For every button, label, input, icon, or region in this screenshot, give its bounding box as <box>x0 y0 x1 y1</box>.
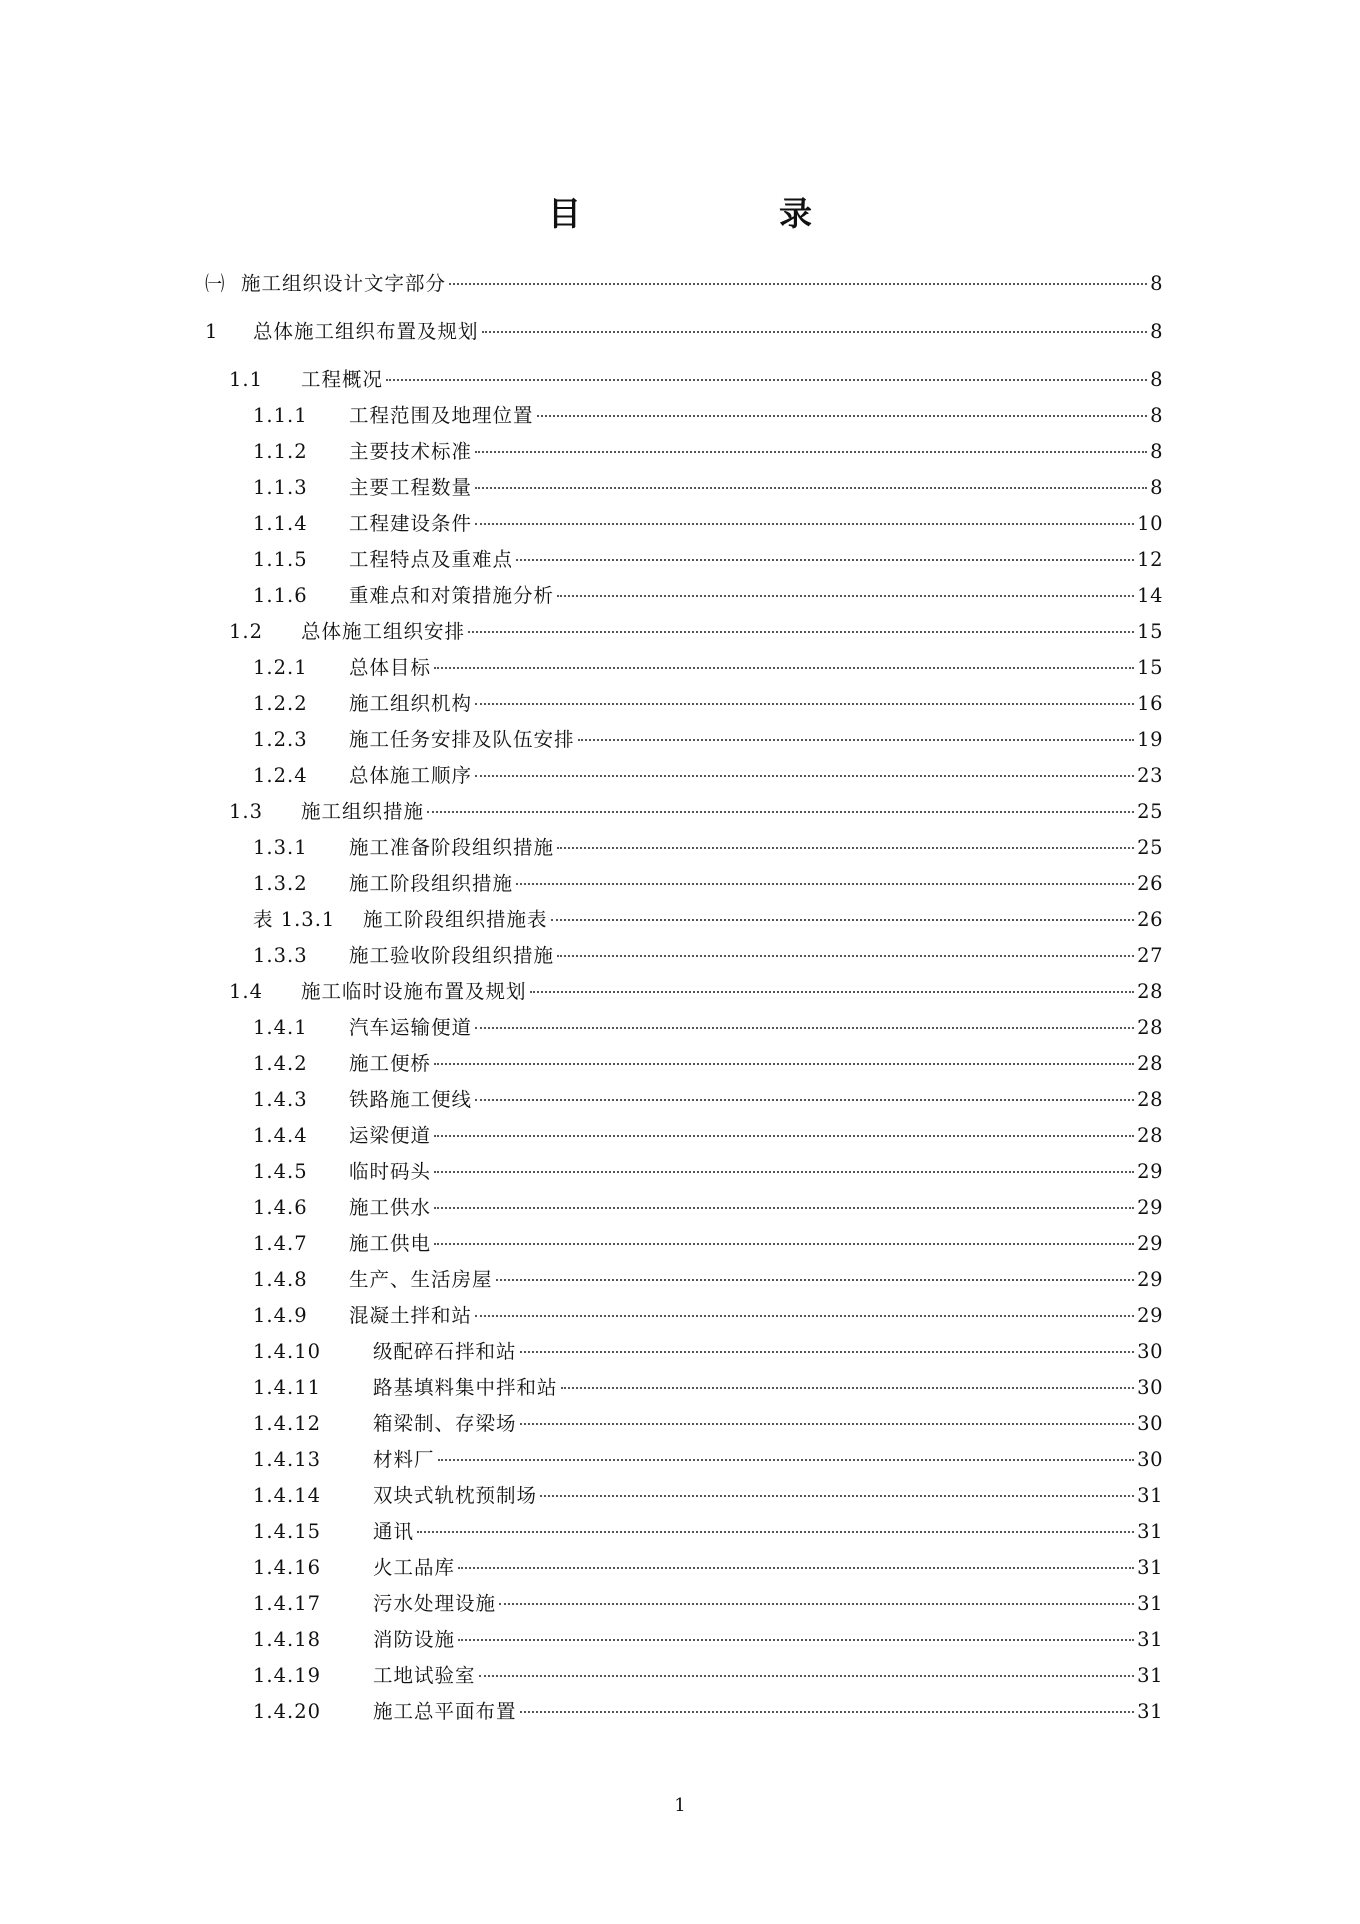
toc-entry[interactable] <box>205 1478 1163 1514</box>
toc-entry[interactable] <box>205 506 1163 542</box>
toc-entry-title: 运梁便道 <box>349 1124 432 1147</box>
toc-dot-leader <box>530 991 1135 993</box>
toc-entry-page: 31 <box>1137 1664 1163 1687</box>
toc-entry-number: 1.3 <box>229 800 264 823</box>
toc-entry-page: 15 <box>1137 620 1163 643</box>
toc-dot-leader <box>479 1675 1135 1677</box>
toc-dot-leader <box>520 1711 1135 1713</box>
toc-entry-number: 1 <box>205 320 219 343</box>
toc-entry-title: 工地试验室 <box>373 1664 476 1687</box>
toc-entry-page: 30 <box>1137 1448 1163 1471</box>
toc-entry-title: 汽车运输便道 <box>349 1016 473 1039</box>
toc-entry-page: 14 <box>1137 584 1163 607</box>
toc-entry-title: 主要技术标准 <box>349 440 473 463</box>
toc-dot-leader <box>434 1135 1134 1137</box>
toc-entry[interactable] <box>205 1442 1163 1478</box>
toc-dot-leader <box>434 1171 1134 1173</box>
toc-entry-page: 29 <box>1137 1268 1163 1291</box>
toc-entry-title: 消防设施 <box>373 1628 456 1651</box>
toc-entry-title: 混凝土拌和站 <box>349 1304 473 1327</box>
toc-entry-title: 施工验收阶段组织措施 <box>349 944 555 967</box>
toc-entry-page: 28 <box>1137 1016 1163 1039</box>
toc-entry-title: 路基填料集中拌和站 <box>373 1376 558 1399</box>
toc-entry-number: 1.4 <box>229 980 264 1003</box>
toc-entry-number: 1.3.2 <box>253 872 308 895</box>
toc-entry[interactable] <box>205 1406 1163 1442</box>
toc-dot-leader <box>475 451 1147 453</box>
toc-entry-page: 29 <box>1137 1304 1163 1327</box>
toc-entry[interactable] <box>205 398 1163 434</box>
toc-entry[interactable] <box>205 1370 1163 1406</box>
toc-dot-leader <box>458 1567 1134 1569</box>
toc-entry-title: 双块式轨枕预制场 <box>373 1484 538 1507</box>
toc-dot-leader <box>475 523 1134 525</box>
toc-dot-leader <box>449 283 1147 285</box>
toc-entry-title: 施工阶段组织措施 <box>349 872 514 895</box>
toc-entry-page: 25 <box>1137 836 1163 859</box>
toc-entry-number: ㈠ <box>205 272 226 295</box>
toc-entry-page: 31 <box>1137 1484 1163 1507</box>
toc-dot-leader <box>427 811 1134 813</box>
toc-entry-number: 1.4.2 <box>253 1052 308 1075</box>
toc-entry[interactable] <box>205 1514 1163 1550</box>
toc-entry-number: 1.4.6 <box>253 1196 308 1219</box>
toc-entry[interactable] <box>205 650 1163 686</box>
toc-dot-leader <box>499 1603 1134 1605</box>
toc-entry[interactable] <box>205 266 1163 302</box>
toc-entry[interactable] <box>205 1298 1163 1334</box>
toc-entry-page: 19 <box>1137 728 1163 751</box>
toc-entry[interactable] <box>205 1262 1163 1298</box>
toc-entry-page: 26 <box>1137 872 1163 895</box>
toc-entry-page: 15 <box>1137 656 1163 679</box>
toc-entry-page: 31 <box>1137 1520 1163 1543</box>
toc-entry-number: 1.2.3 <box>253 728 308 751</box>
toc-entry-page: 26 <box>1137 908 1163 931</box>
toc-dot-leader <box>475 1099 1134 1101</box>
toc-entry-page: 31 <box>1137 1700 1163 1723</box>
toc-entry-page: 10 <box>1137 512 1163 535</box>
toc-entry-number: 1.4.13 <box>253 1448 322 1471</box>
toc-entry-number: 1.4.10 <box>253 1340 322 1363</box>
toc-entry-title: 施工总平面布置 <box>373 1700 517 1723</box>
toc-entry-number: 1.2.1 <box>253 656 308 679</box>
toc-entry-title: 火工品库 <box>373 1556 456 1579</box>
toc-entry-number: 1.1.6 <box>253 584 308 607</box>
toc-entry-number: 1.3.3 <box>253 944 308 967</box>
toc-entry-number: 1.1.3 <box>253 476 308 499</box>
toc-entry-page: 29 <box>1137 1232 1163 1255</box>
toc-entry[interactable] <box>205 470 1163 506</box>
toc-entry-page: 23 <box>1137 764 1163 787</box>
toc-dot-leader <box>578 739 1135 741</box>
toc-entry-number: 表 1.3.1 <box>253 908 336 931</box>
toc-entry[interactable] <box>205 578 1163 614</box>
toc-entry-page: 8 <box>1150 404 1163 427</box>
toc-entry-page: 8 <box>1150 320 1163 343</box>
toc-dot-leader <box>434 1063 1134 1065</box>
toc-dot-leader <box>557 847 1134 849</box>
toc-entry-page: 28 <box>1137 1052 1163 1075</box>
toc-entry[interactable] <box>205 794 1163 830</box>
toc-entry-number: 1.4.16 <box>253 1556 322 1579</box>
toc-entry-page: 31 <box>1137 1592 1163 1615</box>
toc-entry[interactable] <box>205 314 1163 350</box>
toc-entry[interactable] <box>205 938 1163 974</box>
toc-entry[interactable] <box>205 686 1163 722</box>
toc-entry-page: 28 <box>1137 980 1163 1003</box>
toc-entry-title: 施工供电 <box>349 1232 432 1255</box>
toc-entry-number: 1.4.15 <box>253 1520 322 1543</box>
toc-dot-leader <box>537 415 1148 417</box>
toc-entry-number: 1.4.5 <box>253 1160 308 1183</box>
toc-entry[interactable] <box>205 614 1163 650</box>
toc-entry-number: 1.1.4 <box>253 512 308 535</box>
toc-dot-leader <box>475 487 1147 489</box>
toc-entry[interactable] <box>205 866 1163 902</box>
toc-entry-page: 27 <box>1137 944 1163 967</box>
toc-entry[interactable] <box>205 434 1163 470</box>
toc-dot-leader <box>434 667 1134 669</box>
toc-dot-leader <box>458 1639 1134 1641</box>
toc-entry-title: 总体施工组织布置及规划 <box>253 320 479 343</box>
toc-entry[interactable] <box>205 1550 1163 1586</box>
toc-entry-number: 1.2.4 <box>253 764 308 787</box>
toc-entry-title: 施工阶段组织措施表 <box>363 908 548 931</box>
toc-entry-page: 30 <box>1137 1376 1163 1399</box>
toc-entry-title: 工程范围及地理位置 <box>349 404 534 427</box>
toc-entry-page: 8 <box>1150 476 1163 499</box>
toc-entry-title: 通讯 <box>373 1520 415 1543</box>
table-of-contents <box>205 266 1163 1730</box>
toc-entry-number: 1.2 <box>229 620 264 643</box>
toc-dot-leader <box>540 1495 1134 1497</box>
toc-entry[interactable] <box>205 1154 1163 1190</box>
toc-entry[interactable] <box>205 830 1163 866</box>
toc-entry-number: 1.4.12 <box>253 1412 322 1435</box>
toc-entry-page: 25 <box>1137 800 1163 823</box>
toc-dot-leader <box>438 1459 1135 1461</box>
toc-entry[interactable] <box>205 1010 1163 1046</box>
toc-entry-title: 施工供水 <box>349 1196 432 1219</box>
toc-entry-number: 1.4.8 <box>253 1268 308 1291</box>
toc-entry-page: 30 <box>1137 1340 1163 1363</box>
page-title: 目 录 <box>548 194 856 233</box>
toc-entry[interactable] <box>205 722 1163 758</box>
toc-entry-number: 1.4.11 <box>253 1376 322 1399</box>
toc-dot-leader <box>516 559 1134 561</box>
toc-entry-title: 污水处理设施 <box>373 1592 497 1615</box>
toc-dot-leader <box>475 703 1134 705</box>
toc-entry[interactable] <box>205 1694 1163 1730</box>
toc-entry-number: 1.4.7 <box>253 1232 308 1255</box>
toc-entry-page: 29 <box>1137 1196 1163 1219</box>
toc-entry-number: 1.4.20 <box>253 1700 322 1723</box>
toc-dot-leader <box>557 595 1134 597</box>
toc-dot-leader <box>434 1243 1134 1245</box>
toc-dot-leader <box>520 1351 1135 1353</box>
toc-entry-title: 施工临时设施布置及规划 <box>301 980 527 1003</box>
toc-entry-title: 施工组织措施 <box>301 800 425 823</box>
toc-entry[interactable] <box>205 1586 1163 1622</box>
toc-entry-number: 1.4.17 <box>253 1592 322 1615</box>
toc-entry[interactable] <box>205 1118 1163 1154</box>
toc-entry-title: 箱梁制、存梁场 <box>373 1412 517 1435</box>
toc-entry[interactable] <box>205 362 1163 398</box>
toc-entry-number: 1.1.2 <box>253 440 308 463</box>
toc-dot-leader <box>496 1279 1135 1281</box>
toc-entry[interactable] <box>205 1082 1163 1118</box>
toc-dot-leader <box>516 883 1134 885</box>
toc-entry-number: 1.3.1 <box>253 836 308 859</box>
toc-entry-title: 施工准备阶段组织措施 <box>349 836 555 859</box>
toc-entry-number: 1.4.14 <box>253 1484 322 1507</box>
toc-entry-title: 材料厂 <box>373 1448 435 1471</box>
toc-entry-number: 1.1 <box>229 368 264 391</box>
toc-entry-title: 工程概况 <box>301 368 384 391</box>
toc-entry-number: 1.4.9 <box>253 1304 308 1327</box>
toc-entry-title: 重难点和对策措施分析 <box>349 584 555 607</box>
toc-entry[interactable] <box>205 1622 1163 1658</box>
toc-entry-title: 施工任务安排及队伍安排 <box>349 728 575 751</box>
toc-entry-page: 8 <box>1150 272 1163 295</box>
toc-entry[interactable] <box>205 1046 1163 1082</box>
toc-entry[interactable] <box>205 974 1163 1010</box>
toc-entry-page: 31 <box>1137 1628 1163 1651</box>
toc-dot-leader <box>520 1423 1135 1425</box>
toc-dot-leader <box>417 1531 1134 1533</box>
toc-entry-page: 28 <box>1137 1088 1163 1111</box>
toc-dot-leader <box>475 775 1134 777</box>
toc-entry[interactable] <box>205 1190 1163 1226</box>
toc-entry-title: 主要工程数量 <box>349 476 473 499</box>
toc-entry-number: 1.4.3 <box>253 1088 308 1111</box>
toc-dot-leader <box>475 1027 1134 1029</box>
toc-entry[interactable] <box>205 758 1163 794</box>
toc-entry-title: 施工组织机构 <box>349 692 473 715</box>
toc-entry-page: 31 <box>1137 1556 1163 1579</box>
toc-entry-number: 1.2.2 <box>253 692 308 715</box>
toc-entry[interactable] <box>205 902 1163 938</box>
toc-entry-number: 1.1.1 <box>253 404 308 427</box>
toc-entry-page: 16 <box>1137 692 1163 715</box>
toc-dot-leader <box>386 379 1147 381</box>
toc-entry-title: 总体施工顺序 <box>349 764 473 787</box>
toc-entry-title: 级配碎石拌和站 <box>373 1340 517 1363</box>
page-number: 1 <box>674 1795 686 1816</box>
toc-entry-title: 铁路施工便线 <box>349 1088 473 1111</box>
toc-entry-page: 28 <box>1137 1124 1163 1147</box>
toc-entry-number: 1.4.19 <box>253 1664 322 1687</box>
toc-entry[interactable] <box>205 1334 1163 1370</box>
toc-dot-leader <box>475 1315 1134 1317</box>
toc-entry-page: 8 <box>1150 440 1163 463</box>
toc-dot-leader <box>482 331 1148 333</box>
toc-entry-number: 1.1.5 <box>253 548 308 571</box>
toc-entry-title: 总体施工组织安排 <box>301 620 466 643</box>
toc-entry-title: 施工组织设计文字部分 <box>241 272 447 295</box>
toc-entry-title: 生产、生活房屋 <box>349 1268 493 1291</box>
toc-entry-page: 29 <box>1137 1160 1163 1183</box>
toc-entry-page: 12 <box>1137 548 1163 571</box>
toc-entry-number: 1.4.1 <box>253 1016 308 1039</box>
toc-entry-title: 临时码头 <box>349 1160 432 1183</box>
toc-entry-number: 1.4.18 <box>253 1628 322 1651</box>
toc-dot-leader <box>434 1207 1134 1209</box>
toc-entry-title: 工程建设条件 <box>349 512 473 535</box>
toc-entry[interactable] <box>205 542 1163 578</box>
toc-entry-number: 1.4.4 <box>253 1124 308 1147</box>
toc-entry[interactable] <box>205 1658 1163 1694</box>
toc-dot-leader <box>468 631 1134 633</box>
toc-entry-title: 施工便桥 <box>349 1052 432 1075</box>
toc-dot-leader <box>557 955 1134 957</box>
toc-entry-title: 工程特点及重难点 <box>349 548 514 571</box>
toc-dot-leader <box>561 1387 1135 1389</box>
toc-entry-title: 总体目标 <box>349 656 432 679</box>
toc-dot-leader <box>551 919 1135 921</box>
toc-entry-page: 30 <box>1137 1412 1163 1435</box>
toc-entry-page: 8 <box>1150 368 1163 391</box>
toc-entry[interactable] <box>205 1226 1163 1262</box>
